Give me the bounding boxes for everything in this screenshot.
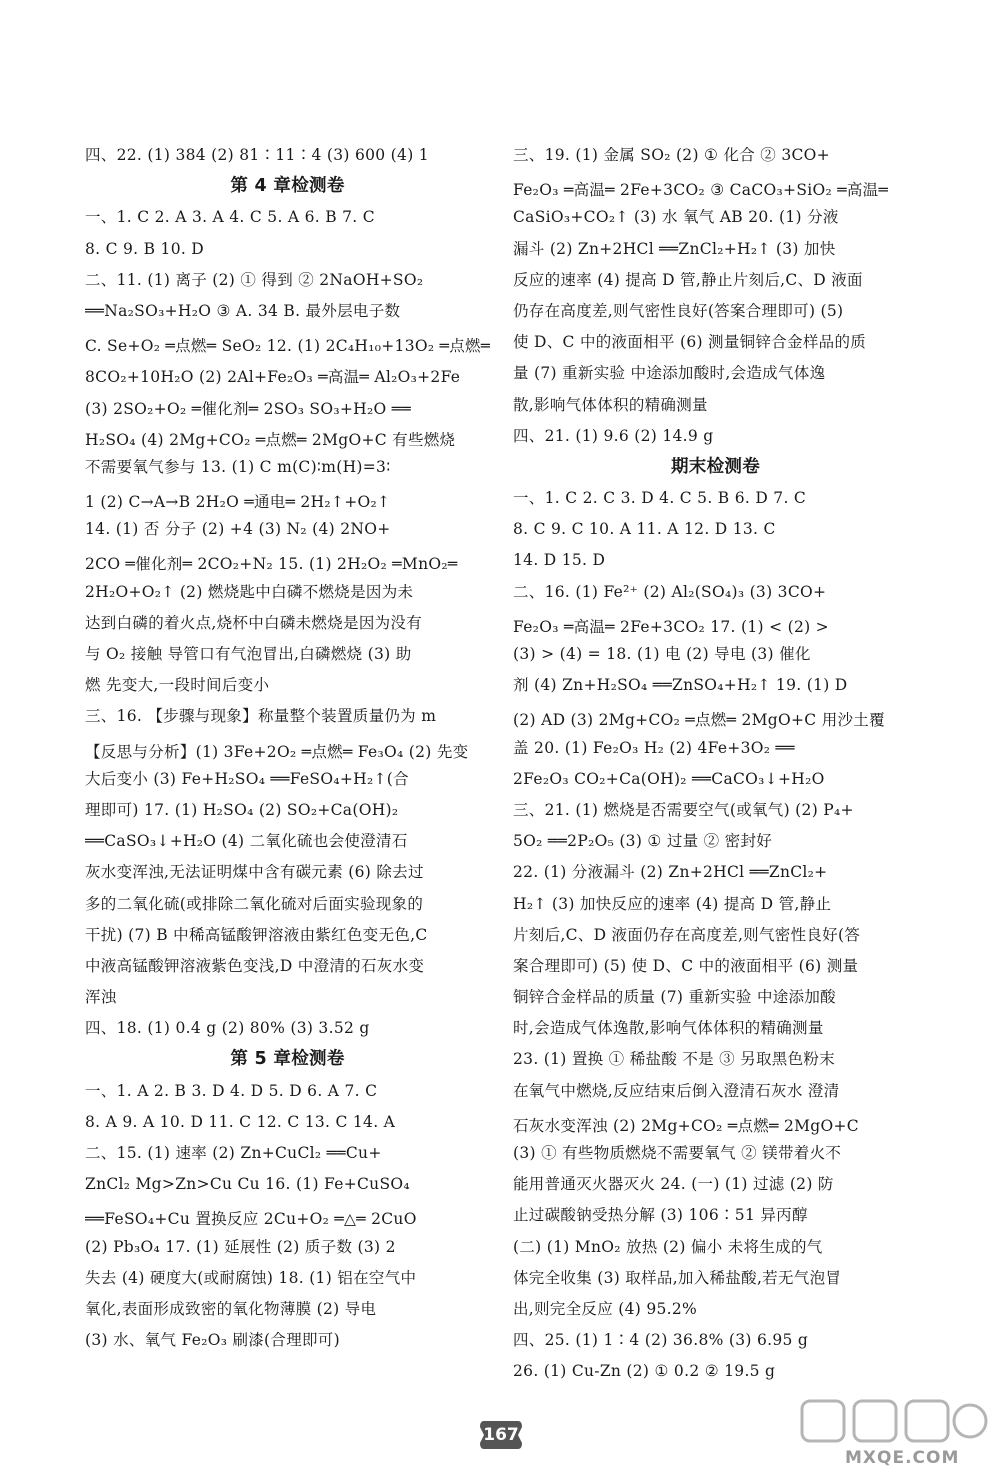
answer-line: (3) > (4) = 18. (1) 电 (2) 导电 (3) 催化 — [513, 645, 811, 663]
answer-line: 使 D、C 中的液面相平 (6) 测量铜锌合金样品的质 — [513, 333, 867, 352]
answer-line: ZnCl₂ Mg>Zn>Cu Cu 16. (1) Fe+CuSO₄ — [85, 1175, 410, 1194]
answer-line: 量 (7) 重新实验 中途添加酸时,会造成气体逸 — [513, 364, 826, 383]
answer-line: 失去 (4) 硬度大(或耐腐蚀) 18. (1) 铝在空气中 — [85, 1268, 417, 1287]
answer-line: 多的二氧化硫(或排除二氧化硫对后面实验现象的 — [85, 894, 424, 913]
answer-line: 二、16. (1) Fe²⁺ (2) Al₂(SO₄)₃ (3) 3CO+ — [513, 582, 827, 601]
answer-line: 燃 先变大,一段时间后变小 — [85, 676, 270, 695]
answer-line: 8CO₂+10H₂O (2) 2Al+Fe₂O₃ ═高温═ Al₂O₃+2Fe — [85, 368, 461, 387]
answer-line: 剂 (4) Zn+H₂SO₄ ══ZnSO₄+H₂↑ 19. (1) D — [513, 676, 848, 695]
answer-line: 四、18. (1) 0.4 g (2) 80% (3) 3.52 g — [85, 1019, 370, 1038]
right-column — [513, 140, 918, 1388]
answer-line: 14. D 15. D — [513, 551, 606, 570]
answer-line: 不需要氧气参与 13. (1) C m(C)∶m(H)=3∶ — [85, 457, 391, 476]
answer-line: 盖 20. (1) Fe₂O₃ H₂ (2) 4Fe+3O₂ ══ — [513, 738, 795, 757]
answer-line: 氧化,表面形成致密的氧化物薄膜 (2) 导电 — [85, 1299, 377, 1318]
answer-line: 2CO ═催化剂═ 2CO₂+N₂ 15. (1) 2H₂O₂ ═MnO₂═ — [85, 555, 458, 574]
answer-line: 5O₂ ══2P₂O₅ (3) ① 过量 ② 密封好 — [513, 832, 773, 851]
answer-line: 四、21. (1) 9.6 (2) 14.9 g — [513, 426, 714, 445]
answer-line: 大后变小 (3) Fe+H₂SO₄ ══FeSO₄+H₂↑(合 — [85, 769, 409, 788]
page-number: 167 — [483, 1425, 519, 1445]
answer-line: 止过碳酸钠受热分解 (3) 106∶51 异丙醇 — [513, 1206, 808, 1225]
answer-line: 四、25. (1) 1∶4 (2) 36.8% (3) 6.95 g — [513, 1331, 809, 1350]
section-heading: 第 5 章检测卷 — [230, 1049, 345, 1070]
page-number-badge — [478, 1417, 524, 1453]
answer-line: C. Se+O₂ ═点燃═ SeO₂ 12. (1) 2C₄H₁₀+13O₂ ═点燃═ — [85, 337, 490, 356]
answer-line: (二) (1) MnO₂ 放热 (2) 偏小 未将生成的气 — [513, 1237, 823, 1256]
answer-line: 8. C 9. B 10. D — [85, 239, 205, 258]
answer-line: ══CaSO₃↓+H₂O (4) 二氧化硫也会使澄清石 — [85, 832, 408, 851]
answer-line: 片刻后,C、D 液面仍存在高度差,则气密性良好(答 — [513, 925, 861, 944]
answer-line: H₂SO₄ (4) 2Mg+CO₂ ═点燃═ 2MgO+C 有些燃烧 — [85, 430, 456, 449]
answer-line: ══Na₂SO₃+H₂O ③ A. 34 B. 最外层电子数 — [85, 301, 401, 320]
answer-line: 8. A 9. A 10. D 11. C 12. C 13. C 14. A — [85, 1112, 396, 1131]
answer-line: 8. C 9. C 10. A 11. A 12. D 13. C — [513, 520, 776, 539]
answer-line: 案合理即可) (5) 使 D、C 中的液面相平 (6) 测量 — [513, 956, 859, 975]
answer-line: Fe₂O₃ ═高温═ 2Fe+3CO₂ 17. (1) < (2) > — [513, 617, 829, 636]
answer-line: 中液高锰酸钾溶液紫色变浅,D 中澄清的石灰水变 — [85, 956, 425, 975]
answer-line: 时,会造成气体逸散,影响气体体积的精确测量 — [513, 1019, 824, 1038]
section-heading: 第 4 章检测卷 — [230, 176, 345, 197]
answer-line: 14. (1) 否 分子 (2) +4 (3) N₂ (4) 2NO+ — [85, 520, 391, 539]
answer-line: H₂↑ (3) 加快反应的速率 (4) 提高 D 管,静止 — [513, 894, 832, 913]
answer-line: 一、1. C 2. A 3. A 4. C 5. A 6. B 7. C — [85, 208, 375, 227]
answer-line: 散,影响气体体积的精确测量 — [513, 395, 708, 414]
answer-line: 漏斗 (2) Zn+2HCl ══ZnCl₂+H₂↑ (3) 加快 — [513, 239, 836, 258]
answer-line: 26. (1) Cu-Zn (2) ① 0.2 ② 19.5 g — [513, 1362, 776, 1381]
answer-line: 22. (1) 分液漏斗 (2) Zn+2HCl ══ZnCl₂+ — [513, 863, 828, 882]
answer-line: 浑浊 — [85, 988, 117, 1007]
left-column — [85, 140, 490, 1356]
answer-line: 理即可) 17. (1) H₂SO₄ (2) SO₂+Ca(OH)₂ — [85, 800, 399, 819]
answer-line: (3) 水、氧气 Fe₂O₃ 刷漆(合理即可) — [85, 1331, 340, 1350]
answer-line: 干扰) (7) B 中稀高锰酸钾溶液由紫红色变无色,C — [85, 925, 428, 944]
section-heading: 期末检测卷 — [671, 456, 760, 477]
answer-line: 三、21. (1) 燃烧是否需要空气(或氧气) (2) P₄+ — [513, 800, 854, 819]
answer-line: 二、11. (1) 离子 (2) ① 得到 ② 2NaOH+SO₂ — [85, 270, 424, 289]
answer-line: 出,则完全反应 (4) 95.2% — [513, 1299, 698, 1318]
answer-line: 四、22. (1) 384 (2) 81∶11∶4 (3) 600 (4) 1 — [85, 146, 429, 164]
answer-line: 灰水变浑浊,无法证明煤中含有碳元素 (6) 除去过 — [85, 863, 424, 882]
answer-line: (3) 2SO₂+O₂ ═催化剂═ 2SO₃ SO₃+H₂O ══ — [85, 399, 411, 418]
answer-line: (2) Pb₃O₄ 17. (1) 延展性 (2) 质子数 (3) 2 — [85, 1237, 396, 1256]
answer-line: 1 (2) C→A→B 2H₂O ═通电═ 2H₂↑+O₂↑ — [85, 493, 391, 512]
answer-line: Fe₂O₃ ═高温═ 2Fe+3CO₂ ③ CaCO₃+SiO₂ ═高温═ — [513, 181, 889, 200]
answer-line: 反应的速率 (4) 提高 D 管,静止片刻后,C、D 液面 — [513, 270, 863, 289]
answer-line: 三、19. (1) 金属 SO₂ (2) ① 化合 ② 3CO+ — [513, 146, 830, 164]
answer-line: 仍存在高度差,则气密性良好(答案合理即可) (5) — [513, 301, 844, 320]
answer-line: 一、1. A 2. B 3. D 4. D 5. D 6. A 7. C — [85, 1081, 378, 1100]
answer-line: ══FeSO₄+Cu 置换反应 2Cu+O₂ ═△═ 2CuO — [85, 1210, 417, 1229]
answer-line: 能用普通灭火器灭火 24. (一) (1) 过滤 (2) 防 — [513, 1175, 834, 1194]
answer-line: (3) ① 有些物质燃烧不需要氧气 ② 镁带着火不 — [513, 1144, 842, 1162]
answer-line: 三、16. 【步骤与现象】称量整个装置质量仍为 m — [85, 707, 437, 726]
answer-line: 达到白磷的着火点,烧杯中白磷未燃烧是因为没有 — [85, 613, 423, 632]
answer-line: 石灰水变浑浊 (2) 2Mg+CO₂ ═点燃═ 2MgO+C — [513, 1116, 859, 1135]
answer-line: 与 O₂ 接触 导管口有气泡冒出,白磷燃烧 (3) 助 — [85, 645, 412, 663]
answer-line: 铜锌合金样品的质量 (7) 重新实验 中途添加酸 — [513, 988, 836, 1007]
answer-line: 23. (1) 置换 ① 稀盐酸 不是 ③ 另取黑色粉末 — [513, 1050, 835, 1069]
answer-line: CaSiO₃+CO₂↑ (3) 水 氧气 AB 20. (1) 分液 — [513, 208, 839, 227]
answer-line: 一、1. C 2. C 3. D 4. C 5. B 6. D 7. C — [513, 489, 807, 508]
watermark-text: MXQE.COM — [845, 1448, 960, 1468]
answer-line: 2H₂O+O₂↑ (2) 燃烧匙中白磷不燃烧是因为未 — [85, 582, 414, 601]
answer-line: 体完全收集 (3) 取样品,加入稀盐酸,若无气泡冒 — [513, 1268, 842, 1287]
answer-line: (2) AD (3) 2Mg+CO₂ ═点燃═ 2MgO+C 用沙土覆 — [513, 711, 885, 730]
answer-line: 二、15. (1) 速率 (2) Zn+CuCl₂ ══Cu+ — [85, 1144, 382, 1162]
answer-line: 【反思与分析】(1) 3Fe+2O₂ ═点燃═ Fe₃O₄ (2) 先变 — [85, 742, 469, 761]
answer-line: 在氧气中燃烧,反应结束后倒入澄清石灰水 澄清 — [513, 1081, 840, 1100]
answer-line: 2Fe₂O₃ CO₂+Ca(OH)₂ ══CaCO₃↓+H₂O — [513, 769, 825, 788]
